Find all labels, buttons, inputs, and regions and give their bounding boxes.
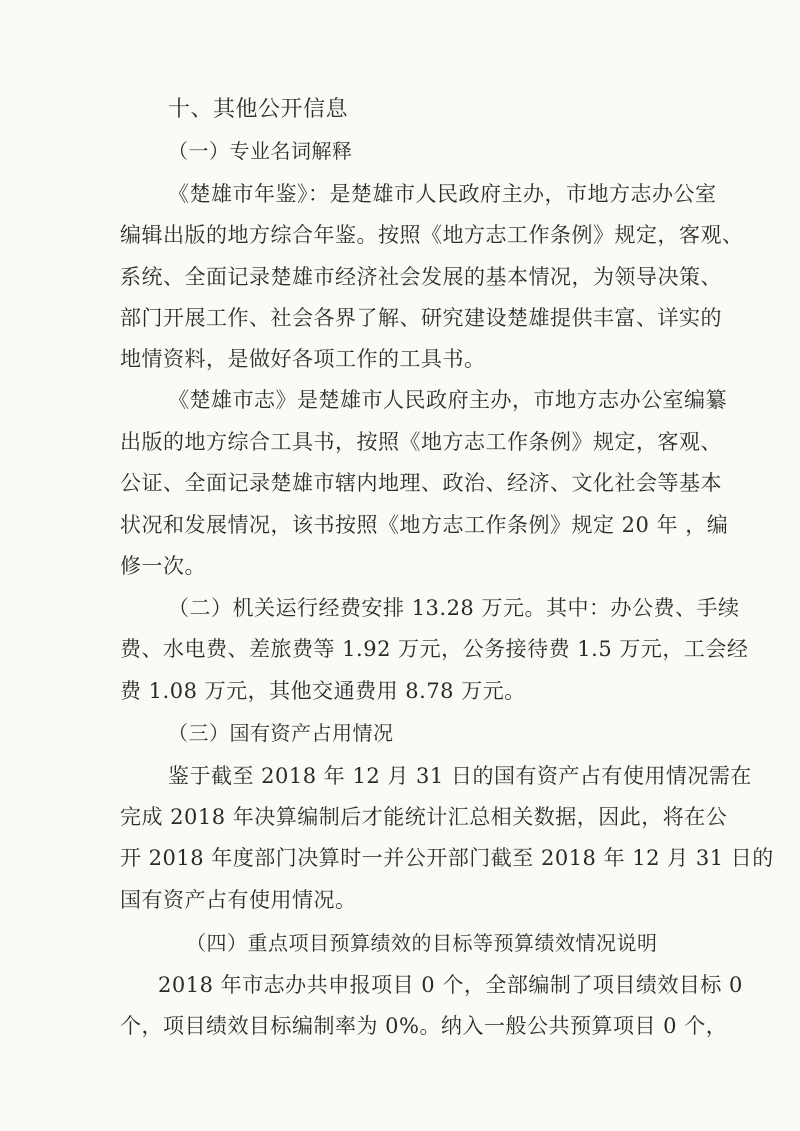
paragraph-line: 系统、全面记录楚雄市经济社会发展的基本情况，为领导决策、 [120, 265, 722, 289]
subsection-title-assets: （三）国有资产占用情况 [168, 721, 394, 745]
paragraph-line: 个，项目绩效目标编制率为 0%。纳入一般公共预算项目 0 个， [120, 1014, 728, 1038]
subsection-title-glossary: （一）专业名词解释 [168, 139, 353, 163]
section-title: 十、其他公开信息 [168, 97, 349, 122]
paragraph-line: 费、水电费、差旅费等 1.92 万元，公务接待费 1.5 万元，工会经 [120, 637, 749, 661]
paragraph-line: 《楚雄市志》是楚雄市人民政府主办，市地方志办公室编纂 [168, 388, 727, 412]
paragraph-line: 状况和发展情况，该书按照《地方志工作条例》规定 20 年 ，编 [120, 513, 729, 537]
paragraph-line: 国有资产占有使用情况。 [120, 888, 357, 912]
paragraph-line: 鉴于截至 2018 年 12 月 31 日的国有资产占有使用情况需在 [168, 764, 752, 788]
paragraph-line: 完成 2018 年决算编制后才能统计汇总相关数据，因此，将在公 [120, 805, 728, 829]
paragraph-line: 《楚雄市年鉴》：是楚雄市人民政府主办，市地方志办公室 [168, 182, 717, 206]
paragraph-line: （二）机关运行经费安排 13.28 万元。其中：办公费、手续 [168, 596, 740, 620]
paragraph-line: 开 2018 年度部门决算时一并公开部门截至 2018 年 12 月 31 日的 [120, 846, 774, 870]
paragraph-line: 地情资料，是做好各项工作的工具书。 [120, 347, 486, 371]
paragraph-line: 公证、全面记录楚雄市辖内地理、政治、经济、文化社会等基本 [120, 471, 722, 495]
paragraph-line: 修一次。 [120, 554, 206, 578]
subsection-title-performance: （四）重点项目预算绩效的目标等预算绩效情况说明 [186, 931, 658, 955]
paragraph-line: 2018 年市志办共申报项目 0 个，全部编制了项目绩效目标 0 [158, 973, 743, 997]
paragraph-line: 费 1.08 万元，其他交通费用 8.78 万元。 [120, 679, 526, 703]
paragraph-line: 出版的地方综合工具书，按照《地方志工作条例》规定，客观、 [120, 430, 722, 454]
paragraph-line: 部门开展工作、社会各界了解、研究建设楚雄提供丰富、详实的 [120, 306, 722, 330]
paragraph-line: 编辑出版的地方综合年鉴。按照《地方志工作条例》规定，客观、 [120, 223, 744, 247]
